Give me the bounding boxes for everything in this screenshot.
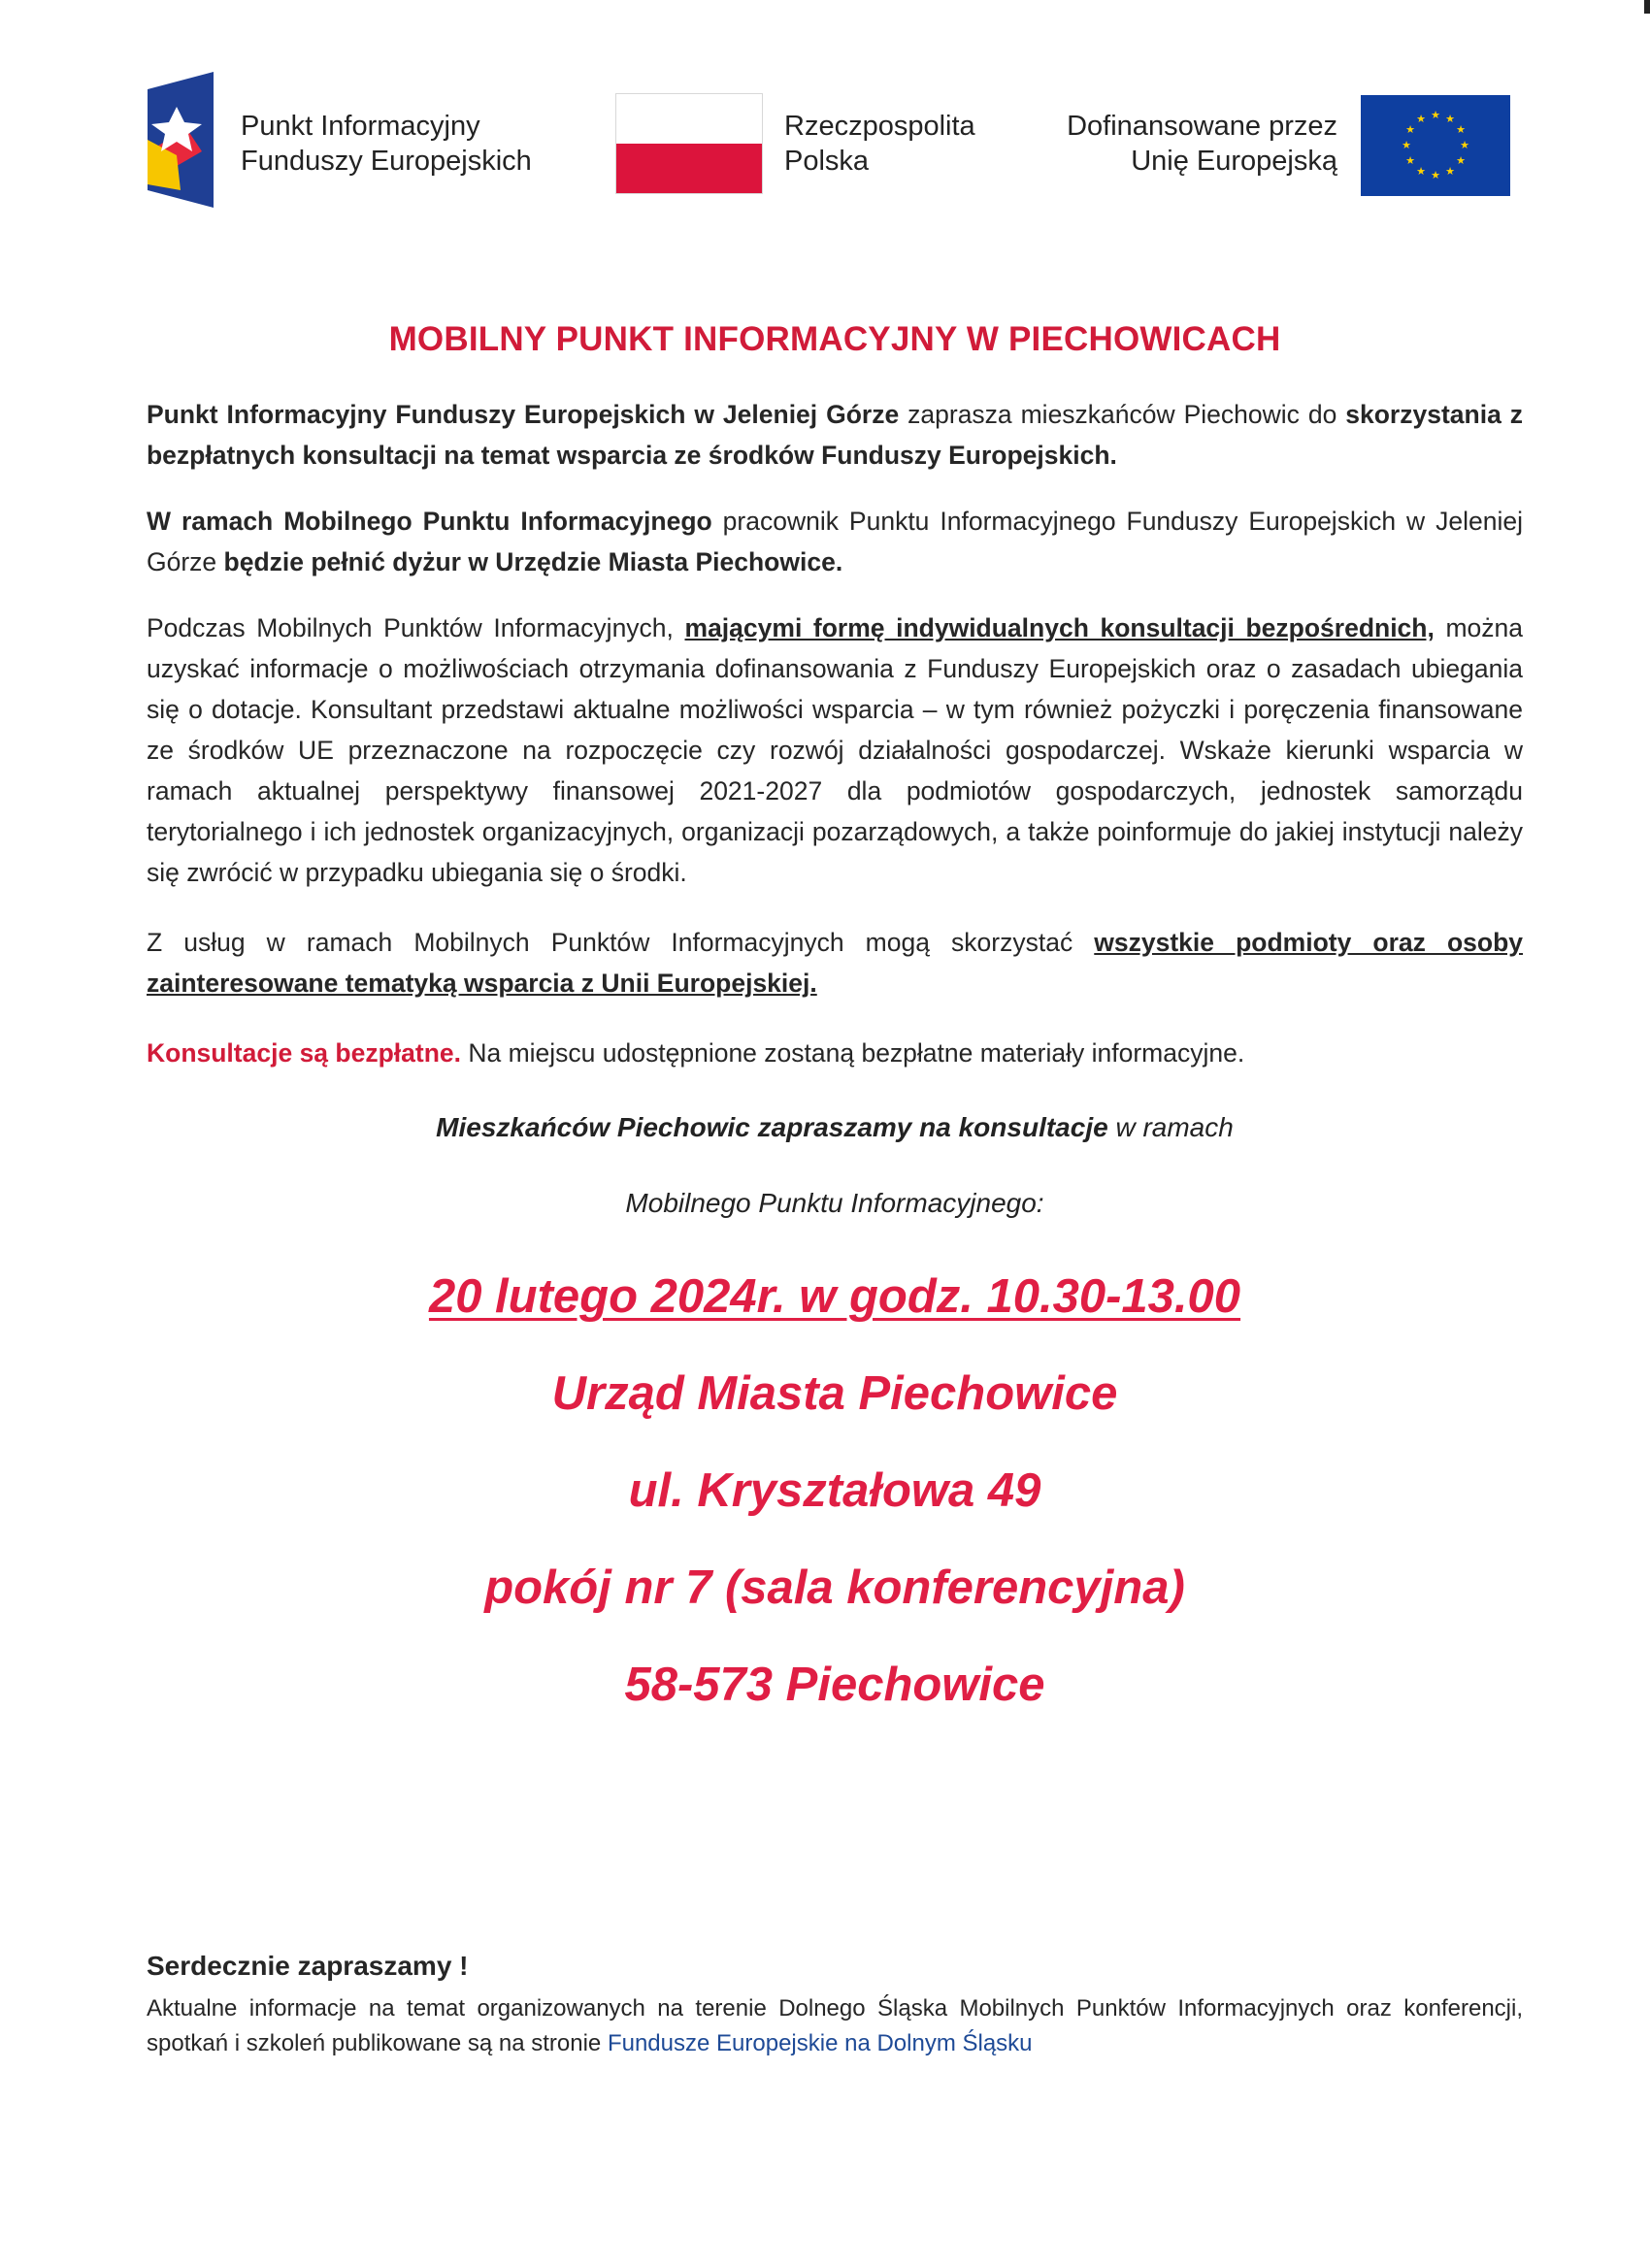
details-text-1: Podczas Mobilnych Punktów Informacyjnych, xyxy=(147,613,685,642)
pife-logo-text xyxy=(241,109,532,179)
eligibility-text: Z usług w ramach Mobilnych Punktów Informacyjnych mogą skorzystać xyxy=(147,928,1095,957)
fundusze-link[interactable]: Fundusze Europejskie na Dolnym Śląsku xyxy=(607,2030,1033,2056)
eu-line2: Unię Europejską xyxy=(1131,146,1337,177)
eu-flag-icon xyxy=(1361,95,1510,196)
page-title: MOBILNY PUNKT INFORMACYJNY W PIECHOWICACH xyxy=(388,320,1281,358)
svg-text:★: ★ xyxy=(1431,109,1440,121)
svg-text:★: ★ xyxy=(1456,154,1466,167)
details-text-2: można uzyskać informacje o możliwościach otrzymania dofinansowania z Funduszy Europejskich oraz o zasadach ubiegania się o dotacje. Konsultant przedstawi aktualne możliwości wsparcia – w tym również pożyczki i poręczenia finansowane ze środków UE przeznaczone na rozpoczęcie czy rozwój działalności gospodarczej. Wskaże kierunki wsparcia w ramach aktualnej perspektywy finansowej 2021-2027 dla podmiotów gospodarczych, jednostek samorządu terytorialnego i ich jednostek organizacyjnych, organizacji pozarządowych, a także poinformuje do jakiej instytucji należy się zwrócić w przypadku ubiegania się o środki. xyxy=(147,613,1523,887)
duty-bold: W ramach Mobilnego Punktu Informacyjnego xyxy=(147,507,712,536)
invitation-bold: Mieszkańców Piechowic zapraszamy na konsultacje xyxy=(436,1112,1108,1142)
duty-text: pracownik Punktu Informacyjnego Funduszy Europejskich w Jeleniej Górze xyxy=(147,507,1523,576)
closing-title: Serdecznie zapraszamy ! xyxy=(147,1951,469,1981)
polish-flag-icon xyxy=(615,93,763,194)
svg-text:★: ★ xyxy=(1405,123,1415,136)
svg-text:★: ★ xyxy=(1445,113,1455,125)
rp-line1: Rzeczpospolita xyxy=(784,111,975,142)
free-text: Na miejscu udostępnione zostaną bezpłatne materiały informacyjne. xyxy=(460,1038,1245,1068)
eligibility-underline: wszystkie podmioty oraz osoby zainteresowane tematyką wsparcia z Unii Europejskiej. xyxy=(147,928,1523,998)
eu-logo-text xyxy=(1067,109,1337,179)
paragraph-eligibility xyxy=(147,922,1523,1003)
invitation-line-2: Mobilnego Punktu Informacyjnego: xyxy=(625,1188,1044,1218)
svg-text:★: ★ xyxy=(1460,139,1469,151)
pife-logo-icon xyxy=(148,72,217,208)
rp-logo-text xyxy=(784,109,975,179)
invitation-text: w ramach xyxy=(1107,1112,1234,1142)
invitation-line-1 xyxy=(147,1108,1523,1147)
paragraph-details xyxy=(147,608,1523,893)
svg-text:★: ★ xyxy=(1445,165,1455,178)
event-city: 58-573 Piechowice xyxy=(624,1659,1045,1711)
logo-bar xyxy=(0,0,1650,214)
svg-text:★: ★ xyxy=(1416,113,1426,125)
svg-text:★: ★ xyxy=(1431,169,1440,181)
intro-bold: Punkt Informacyjny Funduszy Europejskich w Jeleniej Górze xyxy=(147,400,900,429)
main-content xyxy=(147,320,1523,1733)
paragraph-intro xyxy=(147,394,1523,476)
pife-line1: Punkt Informacyjny xyxy=(241,111,480,142)
free-notice: Konsultacje są bezpłatne. xyxy=(147,1038,461,1068)
event-date: 20 lutego 2024r. w godz. 10.30-13.00 xyxy=(428,1270,1241,1323)
event-street: ul. Kryształowa 49 xyxy=(628,1464,1041,1517)
rp-line2: Polska xyxy=(784,146,870,177)
event-place: Urząd Miasta Piechowice xyxy=(551,1367,1118,1420)
intro-bold-2: skorzystania z bezpłatnych konsultacji na temat wsparcia ze środków Funduszy Europejskich. xyxy=(147,400,1523,470)
closing-text xyxy=(147,1991,1523,2061)
duty-bold-2: będzie pełnić dyżur w Urzędzie Miasta Piechowice. xyxy=(223,547,843,576)
svg-text:★: ★ xyxy=(1402,139,1411,151)
svg-text:★: ★ xyxy=(1405,154,1415,167)
event-room: pokój nr 7 (sala konferencyjna) xyxy=(484,1561,1185,1614)
paragraph-free xyxy=(147,1033,1523,1073)
svg-text:★: ★ xyxy=(1456,123,1466,136)
details-underline: mającymi formę indywidualnych konsultacji bezpośrednich, xyxy=(684,613,1435,642)
closing-body: Aktualne informacje na temat organizowanych na terenie Dolnego Śląska Mobilnych Punktów Informacyjnych oraz konferencji, spotkań i szkoleń publikowane są na stronie xyxy=(147,1995,1523,2056)
pife-line2: Funduszy Europejskich xyxy=(241,146,532,177)
intro-text: zaprasza mieszkańców Piechowic do xyxy=(899,400,1346,429)
paragraph-duty xyxy=(147,501,1523,582)
eu-line1: Dofinansowane przez xyxy=(1067,111,1337,142)
closing-section xyxy=(147,1951,1523,2061)
svg-text:★: ★ xyxy=(1416,165,1426,178)
